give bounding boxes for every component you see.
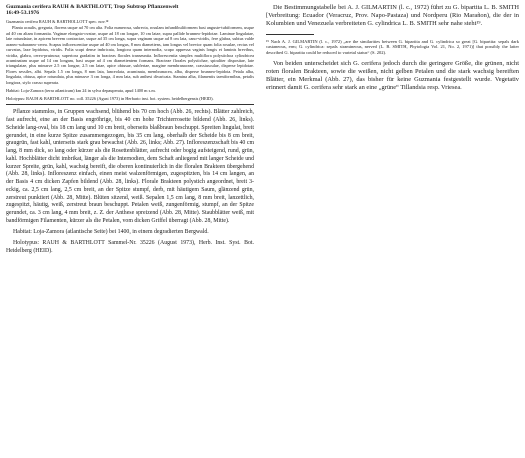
footnote: ¹⁹ Nach A. J. GILMARTIN (l. c., 1972) „are the similarities between G. bipartita and G. cylindrica so great [G. bipartita: sepals dark castaneous, erm; G. cylindrica: sepals stramineous, nerved (L. B. SMITH, Phytologia Vol. 21, No. 2, 1971)] that possibly the latter described G. bipartita could be reduced to varietal status“ (S. 202).	[266, 38, 519, 56]
holotypus-german: Holotypus: RAUH & BARTHLOTT Sammel-Nr. 35226 (August 1973), Herb. Inst. Syst. Bot. Heidelberg (HEID).	[6, 240, 254, 254]
citation-pages: 16:49-53.1976	[6, 10, 40, 17]
identification-key-paragraph: Die Bestimmungstabelle bei A. J. GILMARTIN (l. c., 1972) führt zu G. bipartita L. B. SMITH [Verbreitung: Ecuador (Veracruz, Prov. Napo-Pastaza) und Nordperu (Rio Marañon), die der in Kolumbien und Venezuela verbreiteten G. cylindrica L. B. SMITH sehr nahe steht¹⁹.	[266, 4, 519, 28]
habitat-latin: Habitat: Loja-Zamora (terra atlanticum) km 24 in sylva depauperata, apud 1400 m s.m.	[6, 88, 156, 94]
latin-diagnosis-block	[6, 19, 254, 102]
species-line: Guzmania cerifera RAUH & BARTHOLLOTT spec. nov.¹⁸	[6, 18, 109, 24]
habitat-german: Habitat: Loja-Zamora (atlantische Seite) bei 1400, in einem degradierten Bergwald.	[13, 228, 209, 235]
latin-diagnosis: Planta acaulis, gregaria, florens usque ad 70 cm alta. Folia numerosa, subrecta, rosulam infundibuliformem basi anguste-tubiformem, usque ad 40 cm altam formantia. Vaginae elongato-ovatae, usque ad 18 cm longae, 10 cm latae, supra pallide brunneo-lepidotae. Laminae lingulatae, late rotundatae, in apicem brevem contractae, usque ad 35 cm longa, supra vaginam usque ad 8 cm lata, cano-viridis, fere glabra, subtus valde araneo-subaraneo-cerea. Scapus inflorescentiae usque ad 40 cm longus, 8 mm diametiens, tam longus vel brevior quam folia rosulae, rectus vel curvatus, laxe lepidotus, viridis. Folia scapi dense imbricata, longiora quam internodia, scapo appressa vaginis longis et laminis brevibus, viridia, glabra, cereo-pruinosa; superiora gradatim in bracteas florales transeuntia. Inflorescentia simplex multiflora polystichoa cylindricea acuminatam usque ad 14 cm longam, basi usque ad 4 cm diametientem formans. Bracteae florales polystichae, spiraliter dispositae, late triangulatae, plus minusve 2.5 cm longae, 2.5 cm latae, apice obtusae, subfertae, margine membranaceae, crassiusculae, disperse lepidotae. Flores sessiles, albi. Sepala 1.5 cm longa, 8 mm lata, lanceolata, acuminata, membranacea, alba, disperse brunneo-lepidota. Petala alba, lingulata, obtusa, apice rotundata, plus minusve 3 cm longa, 4 mm lata, sub anthesi divaricata. Stamina alba, filamentis taeniformibus, petalis longiora, stylo crasso superata.	[6, 25, 254, 85]
citation-header: Guzmania cerifera RAUH & BARTHLOTT, Trop Subtrop Pflanzenwelt	[6, 4, 179, 10]
comparison-paragraph: Von beiden unterscheidet sich G. cerifera jedoch durch die geringere Größe, die grünen, nicht roten floralen Brakteen, sowie die weißen, nicht gelben Petalen und die stark wachsig bereiften Blätter, ein Merkmal (Abb. 27), das bisher für keine Guzmania festgestellt wurde. Vegetativ erinnert damit G. cerifera sehr stark an eine „grüne“ Tillandsia resp. Vriesea.	[266, 60, 519, 92]
german-description: Pflanze stammlos, in Gruppen wachsend, blühend bis 70 cm hoch (Abb. 26, rechts). Blätter zahlreich, fast aufrecht, eine an der Basis engröhrige, bis 40 cm hohe Trichterrosette bildend (Abb. 26, links). Scheide lang-oval, bis 18 cm lang und 10 cm breit, oberseits blaßbraun beschuppt. Spreiten lingulat, breit gerundet, in eine kurze Spitze zusammengezogen, bis 35 cm lang, oberhalb der Scheide bis 8 cm breit, graugrün, fast kahl, unterseits stark grau bewachst (Abb. 26, links; Abb. 27). Infloreszenzschaft bis 40 cm lang, 8 mm dick, so lang oder kürzer als die Rosettenblätter, aufrecht oder bogig aufsteigend, rund, grün, kahl. Hochblätter dicht imbrikat, länger als die Internodien, dem Schaft anliegend mit langer Scheide und kurzer Spreite, grün, kahl, wachsig bereift, die oberen kontinuierlich in die floralen Brakteen übergehend (Abb. 28, links). Infloreszenz einfach, einen meist walzenförmigen, zugespitzten, bis 14 cm langen, an der Basis 4 cm dicken Zapfen bildend (Abb. 28, links). Florale Brakteen polystich angeordnet, breit 3-eckig, ca. 2,5 cm lang, 2,5 cm breit, an der Spitze stumpf, derb, mit häutigem Saum, glänzend grün, zerstreut punktiert (Abb. 28, Mitte). Blüten sitzend, weiß. Sepalen 1,5 cm lang, 8 mm breit, lanzettlich, zugespitzt, häutig, weiß, zerstreut braun beschuppt. Petalen weiß, zungenförmig, stumpf, an der Spitze gerundet, ca. 3 cm lang, 4 mm breit, z. Z. der Anthese spreizend (Abb. 28, Mitte). Staubblätter weiß, mit bandförmigen Filamenten, kürzer als die Petalen, vom dicken Griffel überragt (Abb. 28, Mitte).	[6, 109, 254, 224]
section-divider	[6, 104, 254, 105]
left-column	[6, 4, 254, 255]
footnote-rule	[266, 34, 314, 35]
holotypus-latin: Holotypus: RAUH & BARTHLOTT no. coll. 35226 (Agust 1973) in Herbario inst. bot. system. heidelbergensis (HEID).	[6, 95, 214, 101]
right-column	[266, 4, 519, 92]
